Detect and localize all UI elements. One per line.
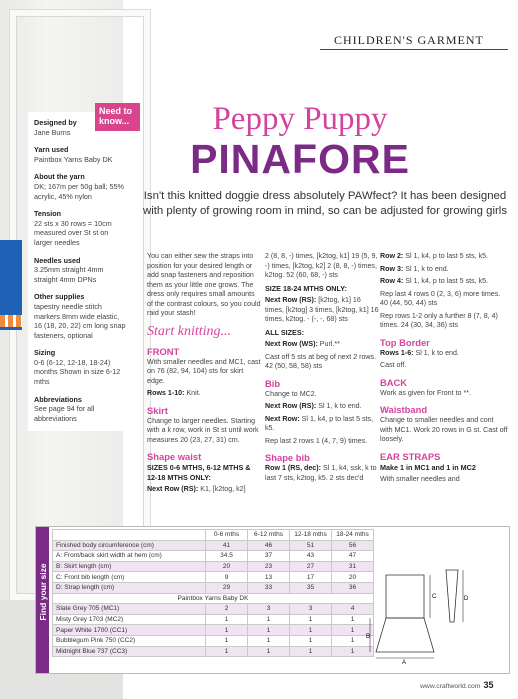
size-18-24: SIZE 18-24 MTHS ONLY: — [265, 283, 347, 293]
table-cell: 1 — [206, 646, 248, 657]
need-to-know-panel — [28, 112, 128, 431]
table-cell: 34.5 — [206, 551, 248, 562]
table-cell: 47 — [332, 551, 374, 562]
page-number: 35 — [483, 680, 494, 690]
ear-straps-text: With smaller needles and — [380, 475, 460, 483]
table-cell: 1 — [206, 635, 248, 646]
table-cell: 1 — [332, 635, 374, 646]
shape-bib-heading: Shape bib — [265, 452, 310, 463]
sidebar-text: 3.25mm straight 4mm straight 4mm DPNs — [34, 265, 104, 284]
table-cell: 31 — [332, 561, 374, 572]
table-row — [53, 635, 374, 646]
sidebar-heading: Yarn used — [34, 145, 69, 155]
repeat-1: Rep last 4 rows 0 (2, 3, 6) more times. 40 (44, 50, 44) sts — [380, 289, 501, 307]
table-cell: 1 — [248, 614, 290, 625]
skirt-text: Change to larger needles. Starting with a k row, work in St st until work measures 20 (23, 27, 31) cm. — [147, 416, 259, 444]
table-cell: 41 — [206, 540, 248, 551]
top-border-heading: Top Border — [380, 336, 430, 348]
table-cell: B: Skirt length (cm) — [53, 561, 206, 572]
intro-text: Isn't this knitted doggie dress absolutely PAWfect? It has been designed with plenty of growing room in mind, so can be adjusted for growing girls — [142, 190, 508, 217]
ribbon-label: Find your size — [38, 563, 48, 621]
table-cell: 51 — [290, 540, 332, 551]
sidebar-text: tapestry needle stitch markers 8mm wide elastic, 16 (18, 20, 22) cm long snap fasteners, optional — [34, 301, 126, 340]
table-cell: 37 — [248, 551, 290, 562]
bib-repeat: Rep last 2 rows 1 (4, 7, 9) times. — [265, 436, 368, 445]
table-cell: 23 — [248, 561, 290, 572]
title-script: Peppy Puppy — [212, 101, 388, 137]
sidebar-heading: Tension — [34, 209, 62, 219]
ear-straps-sub: Make 1 in MC1 and 1 in MC2 — [380, 462, 476, 472]
table-cell: 27 — [290, 561, 332, 572]
row-2: Row 2: Sl 1, k4, p to last 5 sts, k5. — [380, 252, 489, 260]
sidebar-heading: Abbreviations — [34, 394, 82, 404]
table-cell: 1 — [206, 614, 248, 625]
pattern-column-2 — [265, 252, 380, 486]
table-cell: 3 — [290, 604, 332, 615]
sidebar-text: 0-6 (6-12, 12-18, 18-24) months Shown in size 6-12 mths — [34, 357, 121, 387]
sidebar-text: DK; 167m per 50g ball; 55% acrylic, 45% nylon — [34, 181, 124, 201]
size-ribbon — [36, 527, 49, 673]
table-row — [53, 540, 374, 551]
table-cell: 1 — [332, 614, 374, 625]
waist-row: Next Row (RS): K1, [k2tog, k2] — [147, 485, 246, 493]
top-border-castoff: Cast off. — [380, 361, 407, 369]
table-cell: 3 — [248, 604, 290, 615]
diagram-skirt — [376, 618, 434, 652]
table-cell: 12-18 mths — [290, 530, 332, 541]
table-row — [53, 614, 374, 625]
table-cell: 43 — [290, 551, 332, 562]
table-cell: 4 — [332, 604, 374, 615]
table-row — [53, 530, 374, 541]
all-sizes-text: Cast off 5 sts at beg of next 2 rows. 42 (50, 58, 58) sts — [265, 352, 377, 370]
front-rows: Rows 1-10: Knit. — [147, 389, 201, 397]
sidebar-heading: About the yarn — [34, 172, 85, 182]
table-cell: 0-6 mths — [206, 530, 248, 541]
table-row — [53, 604, 374, 615]
table-cell: 18-24 mths — [332, 530, 374, 541]
skirt-heading: Skirt — [147, 404, 168, 416]
table-cell: 56 — [332, 540, 374, 551]
bib-row1: Next Row (RS): Sl 1, k to end. — [265, 402, 362, 410]
shape-waist-heading: Shape waist — [147, 451, 202, 462]
bib-heading: Bib — [265, 377, 281, 389]
sidebar-text: Jane Burns — [34, 127, 71, 137]
title-bold: PINAFORE — [190, 136, 410, 182]
pattern-column-3 — [380, 252, 508, 488]
table-cell: 20 — [206, 561, 248, 572]
sidebar-heading: Needles used — [34, 255, 81, 265]
table-cell: A: Front/back skirt width at hem (cm) — [53, 551, 206, 562]
table-row — [53, 646, 374, 657]
row-3: Row 3: Sl 1, k to end. — [380, 264, 449, 273]
table-cell: 1 — [206, 625, 248, 636]
sidebar-text: 22 sts x 30 rows = 10cm measured over St st on larger needles — [34, 218, 112, 247]
front-heading: FRONT — [147, 345, 180, 357]
yarn-title: Paintbox Yarns Baby DK — [53, 593, 374, 604]
ear-straps-heading: EAR STRAPS — [380, 450, 441, 462]
table-cell: 17 — [290, 572, 332, 583]
table-cell: Finished body circumference (cm) — [53, 540, 206, 551]
pattern-column-1 — [147, 252, 262, 498]
table-cell: 2 — [206, 604, 248, 615]
sidebar-text: See page 94 for all abbreviations — [34, 404, 95, 423]
table-cell: 36 — [332, 582, 374, 593]
table-row — [53, 582, 374, 593]
table-cell: 46 — [248, 540, 290, 551]
all-sizes-row: Next Row (WS): Purl.** — [265, 340, 340, 348]
table-row — [53, 561, 374, 572]
back-heading: BACK — [380, 376, 408, 388]
waistband-heading: Waistband — [380, 404, 428, 415]
category-header: CHILDREN'S GARMENT — [334, 33, 484, 47]
table-cell: 1 — [248, 625, 290, 636]
dress-trim — [0, 315, 22, 327]
front-text: With smaller needles and MC1, cast on 76 (82, 94, 104) sts for skirt edge. — [147, 357, 261, 385]
sidebar-text: Paintbox Yarns Baby DK — [34, 154, 113, 164]
pinafore-diagram — [368, 540, 468, 665]
table-cell: 1 — [290, 635, 332, 646]
start-knitting-heading: Start knitting... — [147, 323, 231, 339]
table-cell: Midnight Blue 737 (CC3) — [53, 646, 206, 657]
table-cell: Misty Grey 1703 (MC2) — [53, 614, 206, 625]
label-d: D — [464, 596, 469, 602]
size-18-24-row: Next Row (RS): [k2tog, k1] 16 times, [k2tog] 3 times, [k2tog, k1] 16 times, k2tog. - (-, -, 68) sts — [265, 296, 379, 323]
table-cell: Paper White 1700 (CC1) — [53, 625, 206, 636]
label-c: C — [432, 594, 437, 600]
table-cell: 1 — [248, 646, 290, 657]
table-cell: 1 — [332, 646, 374, 657]
back-text: Work as given for Front to **. — [380, 388, 471, 397]
table-row — [53, 551, 374, 562]
waist-continued: 2 (8, 8, -) times, [k2tog, k1] 19 (5, 9, -) times, [k2tog, k2] 2 (8, 8, -) times, k2tog. 52 (60, 68, -) sts — [265, 252, 378, 279]
yarn-title-row — [53, 593, 374, 604]
footer-url: www.craftworld.com — [420, 683, 481, 690]
bib-text: Change to MC2. — [265, 389, 317, 398]
label-b: B — [366, 634, 371, 640]
size-table — [52, 529, 374, 657]
label-a: A — [401, 660, 407, 666]
table-cell — [53, 530, 206, 541]
all-sizes: ALL SIZES: — [265, 327, 305, 337]
table-cell: 1 — [332, 625, 374, 636]
sidebar-heading: Sizing — [34, 348, 56, 358]
sidebar-heading: Designed by — [34, 118, 77, 127]
table-cell: 29 — [206, 582, 248, 593]
table-cell: 13 — [248, 572, 290, 583]
table-cell: 20 — [332, 572, 374, 583]
table-cell: 1 — [290, 646, 332, 657]
table-cell: 1 — [248, 635, 290, 646]
table-cell: 1 — [290, 614, 332, 625]
table-cell: 33 — [248, 582, 290, 593]
table-cell: 1 — [290, 625, 332, 636]
need-to-know-badge: Need to know... — [95, 103, 140, 131]
repeat-2: Rep rows 1-2 only a further 8 (7, 8, 4) times. 24 (30, 34, 36) sts — [380, 311, 498, 329]
intro-paragraph: You can either sew the straps into position for your desired length or add snap fasteners and reposition them as your little one grows. The dress only requires small amounts of the contrast colours, so you could raid your stash! — [147, 252, 261, 317]
table-cell: Slate Grey 705 (MC1) — [53, 604, 206, 615]
bib-row2: Next Row: Sl 1, k4, p to last 5 sts, k5. — [265, 414, 374, 432]
table-row — [53, 572, 374, 583]
sidebar-heading: Other supplies — [34, 292, 85, 302]
table-cell: D: Strap length (cm) — [53, 582, 206, 593]
table-row — [53, 625, 374, 636]
table-cell: 35 — [290, 582, 332, 593]
top-border-rows: Rows 1-6: Sl 1, k to end. — [380, 348, 459, 357]
diagram-bib — [386, 575, 424, 618]
table-cell: 6-12 mths — [248, 530, 290, 541]
waistband-text: Change to smaller needles and cont with MC1. Work 20 rows in G st. Cast off loosely. — [380, 416, 508, 443]
table-cell: 9 — [206, 572, 248, 583]
table-cell: C: Front bib length (cm) — [53, 572, 206, 583]
diagram-strap — [446, 570, 458, 622]
shape-bib-row: Row 1 (RS, dec): Sl 1, k4, ssk, k to last 7 sts, k2tog, k5. 2 sts dec'd — [265, 464, 377, 482]
table-cell: Bubblegum Pink 750 (CC2) — [53, 635, 206, 646]
waist-sizes: SIZES 0-6 MTHS, 6-12 MTHS & 12-18 MTHS ONLY: — [147, 463, 251, 482]
row-4: Row 4: Sl 1, k4, p to last 5 sts, k5. — [380, 277, 489, 285]
page-footer — [420, 680, 493, 690]
category-rule — [320, 49, 508, 50]
